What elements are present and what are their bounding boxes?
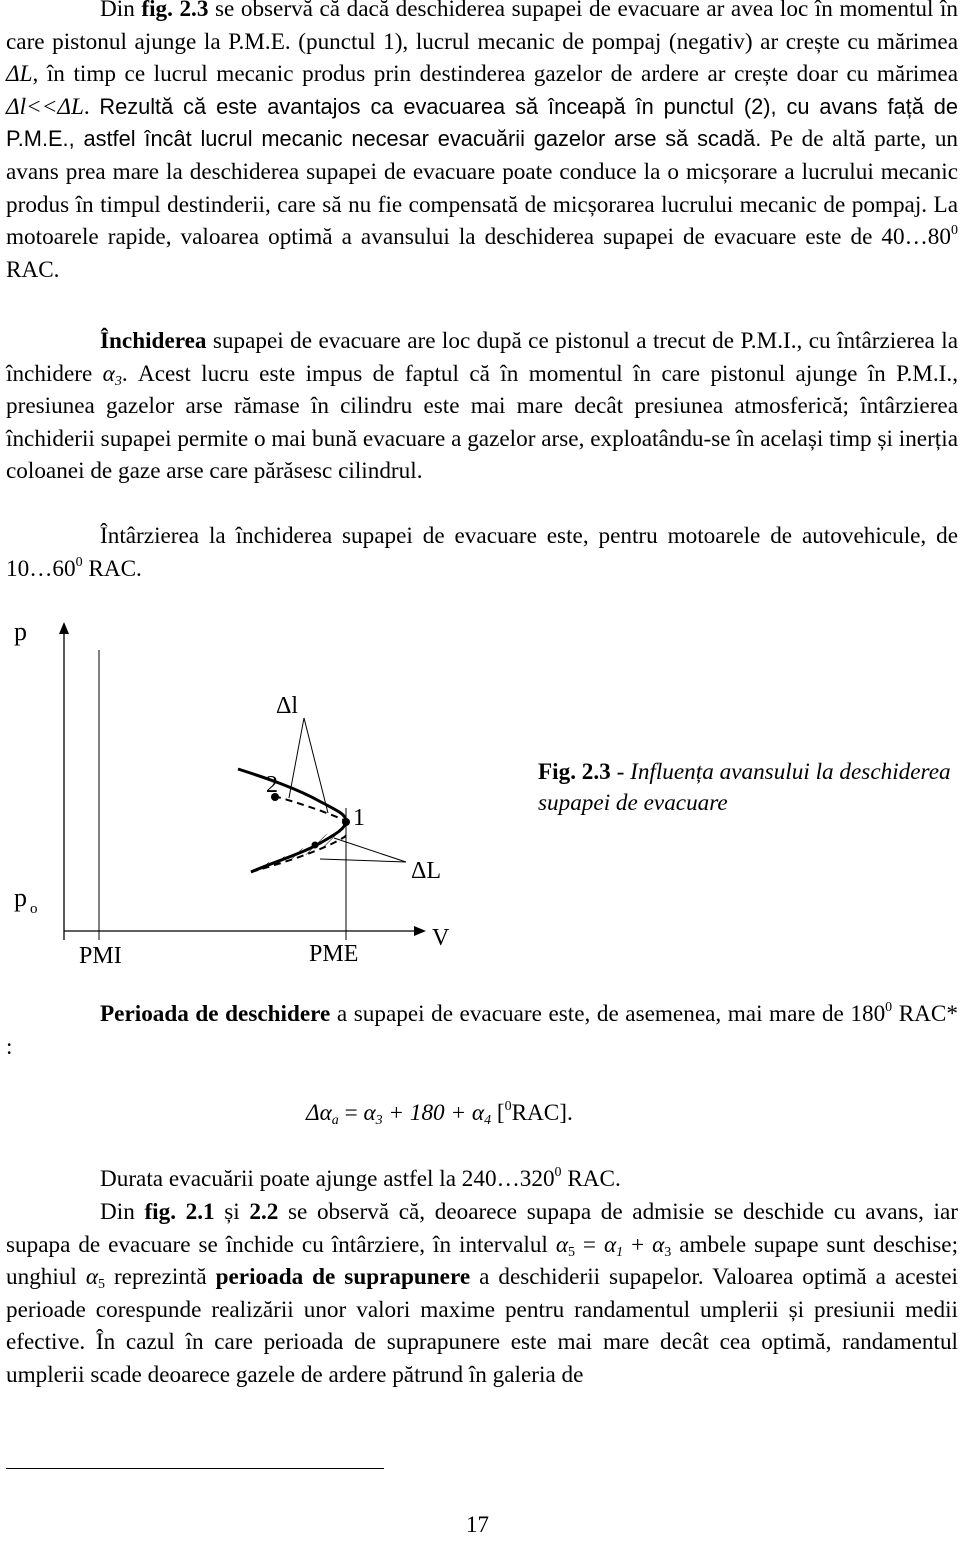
- fig-ref: fig. 2.3: [141, 0, 209, 22]
- point-2-label: 2: [266, 772, 278, 798]
- page-number: 17: [466, 1512, 489, 1537]
- paragraph-1: [6, 0, 958, 286]
- text: reprezintă: [104, 1264, 216, 1291]
- dL-pointer: [320, 859, 406, 862]
- hatched-area: [251, 821, 346, 872]
- text: RAC.: [6, 256, 60, 283]
- point-1-label: 1: [353, 805, 365, 831]
- v-label: V: [432, 925, 450, 951]
- formula: [306, 1100, 573, 1127]
- subscript: 3: [114, 373, 122, 389]
- fig-ref: 2.2: [249, 1199, 279, 1225]
- text: RAC.: [82, 555, 142, 582]
- text: , în timp ce lucrul mecanic produs prin destinderea gazelor de ardere ar crește doar cu mărimea: [32, 61, 958, 88]
- text: .: [83, 93, 100, 120]
- p-axis-arrow: [59, 622, 69, 634]
- p0-sub: o: [30, 901, 38, 917]
- degree-sup: 0: [554, 1165, 562, 1180]
- point-mid: [312, 842, 319, 849]
- text: supapei de evacuare are loc după ce pistonul a trecut de P.M.I., cu întârzierea la închidere: [6, 328, 958, 387]
- fig-ref: fig. 2.1: [144, 1199, 215, 1225]
- alpha-symbol: α: [652, 1231, 665, 1258]
- subscript: 1: [616, 1244, 624, 1260]
- footnote-rule: [6, 1468, 384, 1469]
- paragraph-2: [6, 325, 958, 488]
- text: [: [491, 1100, 505, 1126]
- pme-label: PME: [309, 941, 359, 967]
- degree-sup: 0: [75, 554, 83, 570]
- v-axis-arrow: [414, 926, 426, 936]
- text: Pe de altă parte, un avans prea mare la deschiderea supapei de evacuare poate conduce la o micșorare a lucrului mecanic produs în timpul destinderii, care să nu fie compensată de micșorarea lucrului mecanic de pompaj. La motoarele rapide, valoarea optimă a avansului la deschiderea supapei de evacuare este de 40…80: [6, 126, 959, 251]
- text: RAC].: [511, 1100, 573, 1126]
- caption-text: - Influența avansului la deschiderea supapei de evacuare: [538, 759, 951, 816]
- alpha-symbol: α: [471, 1100, 485, 1126]
- text: Din: [100, 0, 142, 22]
- alpha-symbol: α: [555, 1231, 568, 1258]
- text: Întârzierea la închiderea supapei de evacuare este, pentru motoarele de autovehicule, de 10…60: [6, 523, 958, 582]
- alpha-symbol: α: [102, 360, 115, 387]
- paragraph-3: [6, 520, 958, 585]
- dl-pointer: [289, 718, 304, 798]
- text: RAC* :: [6, 1001, 958, 1060]
- delta-L: ΔL: [6, 61, 33, 88]
- paragraph-5: [6, 1163, 958, 1196]
- text: Durata evacuării poate ajunge astfel la 240…320: [100, 1166, 555, 1192]
- dL-label: ΔL: [411, 858, 442, 884]
- subscript: 4: [484, 1113, 492, 1128]
- text: =: [338, 1100, 364, 1126]
- dL-pointer: [334, 838, 406, 862]
- bold-term: Închiderea: [100, 328, 207, 354]
- text: +: [623, 1231, 653, 1258]
- paragraph-6: [6, 1196, 958, 1392]
- subscript: 5: [567, 1244, 575, 1260]
- text: Din: [100, 1199, 145, 1225]
- dl-label: Δl: [276, 693, 299, 719]
- p-label: p: [14, 617, 27, 646]
- text-sans: , astfel încât lucrul mecanic necesar evacuării gazelor arse să scadă.: [68, 126, 762, 152]
- text: se observă că dacă deschiderea supapei de evacuare ar avea loc în momentul în care pistonul ajunge la P.M.E. (punctul 1), lucrul mecanic de pompaj (negativ) ar crește cu mărimea: [6, 0, 959, 55]
- degree-sup: 0: [504, 1099, 512, 1114]
- text: a deschiderii supapelor. Valoarea optimă a acestei perioade corespunde realizării unor valori maxime pentru randamentul umplerii și presiunii medii efective. În cazul în care perioada de suprapunere este mai mare decât cea optimă, randamentul umplerii scade deoarece gazele de ardere pătrund în galeria de: [6, 1264, 958, 1388]
- alpha-symbol: α: [603, 1231, 617, 1258]
- alpha-symbol: α: [363, 1100, 376, 1126]
- text: RAC.: [561, 1166, 621, 1192]
- delta-l-inequality: Δl<<ΔL: [6, 93, 84, 120]
- subscript: 3: [664, 1244, 672, 1260]
- bold-term: Perioada de deschidere: [100, 1001, 331, 1027]
- degree-sup: 0: [885, 1000, 893, 1015]
- alpha-symbol: α: [85, 1264, 98, 1291]
- text: și: [214, 1199, 250, 1225]
- point-1: [342, 818, 350, 826]
- degree-sup: 0: [951, 223, 958, 239]
- text-sans: Rezultă că este avantajos ca evacuarea să înceapă în punctul (2), cu avans față de P.M.E.: [6, 93, 959, 152]
- delta-alpha: Δα: [306, 1100, 332, 1126]
- subscript: 5: [97, 1277, 105, 1293]
- text: se observă că, deoarece supapa de admisie se deschide cu avans, iar supapa de evacuare se închide cu întârziere, în intervalul: [6, 1199, 958, 1258]
- text: ambele supape sunt deschise; unghiul: [6, 1231, 959, 1291]
- text: . Acest lucru este impus de faptul că în momentul în care pistonul ajunge în P.M.I., presiunea gazelor arse rămase în cilindru este mai mare decât presiunea atmosferică; întârzierea închiderii supapei permite o mai bună evacuare a gazelor arse, exploatându-se în același timp și inerția coloanei de gaze arse care părăsesc cilindrul.: [6, 360, 958, 485]
- caption-prefix: Fig. 2.3: [538, 759, 611, 785]
- paragraph-4: [6, 998, 958, 1063]
- subscript: a: [331, 1113, 339, 1128]
- figure-caption: [538, 757, 958, 819]
- pmi-label: PMI: [79, 943, 122, 969]
- text: a supapei de evacuare este, de asemenea, mai mare de 180: [330, 1001, 886, 1027]
- p0-label: p: [14, 883, 27, 912]
- text: =: [574, 1231, 604, 1258]
- subscript: 3: [375, 1113, 383, 1128]
- bold-term: perioada de suprapunere: [215, 1264, 471, 1291]
- text: + 180 +: [382, 1100, 472, 1126]
